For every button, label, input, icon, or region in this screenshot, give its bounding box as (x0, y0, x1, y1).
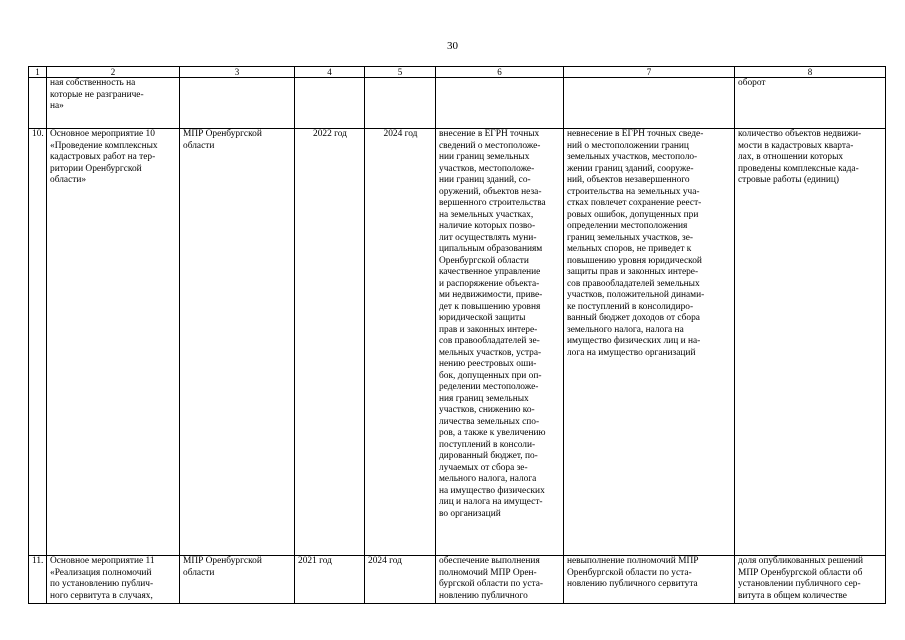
expected-result (436, 78, 564, 129)
column-header: 7 (564, 67, 735, 78)
row-number: 10. (29, 129, 47, 556)
event-name: Основное мероприятие 11 «Реализация полномочий по установлению публич- ного сервитута в случаях, (47, 556, 180, 604)
expected-result: обеспечение выполнения полномочий МПР Орен- бургской области по уста- новлению публичного (436, 556, 564, 604)
responsible-executor (180, 78, 295, 129)
non-implementation-consequence: невнесение в ЕГРН точных сведе- ний о местоположении границ земельных участков, местополо- жении границ зданий, сооруже- ний, объектов незавершенного строительства на земельных уча- стках повлечет сохранение реест- ровых ошибок, допущенных при определении местоположения границ земельных участков, зе- мельных споров, не приведет к повышению уровня юридической защиты прав и законных интере- сов правообладателей земельных участков, положительной динами- ке поступлений в консолидиро- ванный бюджет доходов от сбора земельного налога, налога на имущество физических лиц и на- лога на имущество организаций (564, 129, 735, 556)
table-row (29, 129, 886, 556)
table-row (29, 556, 886, 604)
end-year (365, 78, 436, 129)
column-header: 5 (365, 67, 436, 78)
column-header: 1 (29, 67, 47, 78)
column-header: 4 (295, 67, 365, 78)
expected-result: внесение в ЕГРН точных сведений о местоположе- нии границ земельных участков, местоположе- нии границ зданий, со- оружений, объектов неза- вершенного строительства на земельных участках, наличие которых позво- лит осуществлять муни- ципальным образованиям Оренбургской области качественное управление и распоряжение объекта- ми недвижимости, приве- дет к повышению уровня юридической защиты прав и законных интере- сов правообладателей зе- мельных участков, устра- нению реестровых оши- бок, допущенных при оп- ределении местоположе- ния границ земельных участков, снижению ко- личества земельных спо- ров, а также к увеличению поступлений в консоли- дированный бюджет, по- лучаемых от сбора зе- мельного налога, налога на имущество физических лиц и налога на имущест- во организаций (436, 129, 564, 556)
responsible-executor: МПР Оренбургской области (180, 556, 295, 604)
page-number: 30 (447, 40, 458, 52)
indicator-link: доля опубликованных решений МПР Оренбургской области об установлении публичного сер- витута в общем количестве (735, 556, 886, 604)
column-header: 6 (436, 67, 564, 78)
row-number (29, 78, 47, 129)
event-name: ная собственность на которые не разграниче- на» (47, 78, 180, 129)
responsible-executor: МПР Оренбургской области (180, 129, 295, 556)
indicator-link: оборот (735, 78, 886, 129)
start-year (295, 78, 365, 129)
end-year: 2024 год (365, 129, 436, 556)
column-header: 8 (735, 67, 886, 78)
table-row (29, 78, 886, 129)
column-header: 3 (180, 67, 295, 78)
end-year: 2024 год (365, 556, 436, 604)
row-number: 11. (29, 556, 47, 604)
column-number-header-row (29, 67, 886, 78)
non-implementation-consequence (564, 78, 735, 129)
column-header: 2 (47, 67, 180, 78)
start-year: 2021 год (295, 556, 365, 604)
event-name: Основное мероприятие 10 «Проведение комплексных кадастровых работ на тер- ритории Оренбургской области» (47, 129, 180, 556)
indicator-link: количество объектов недвижи- мости в кадастровых кварта- лах, в отношении которых проведены комплексные када- стровые работы (единиц) (735, 129, 886, 556)
non-implementation-consequence: невыполнение полномочий МПР Оренбургской области по уста- новлению публичного сервитута (564, 556, 735, 604)
program-events-table (28, 66, 886, 604)
start-year: 2022 год (295, 129, 365, 556)
